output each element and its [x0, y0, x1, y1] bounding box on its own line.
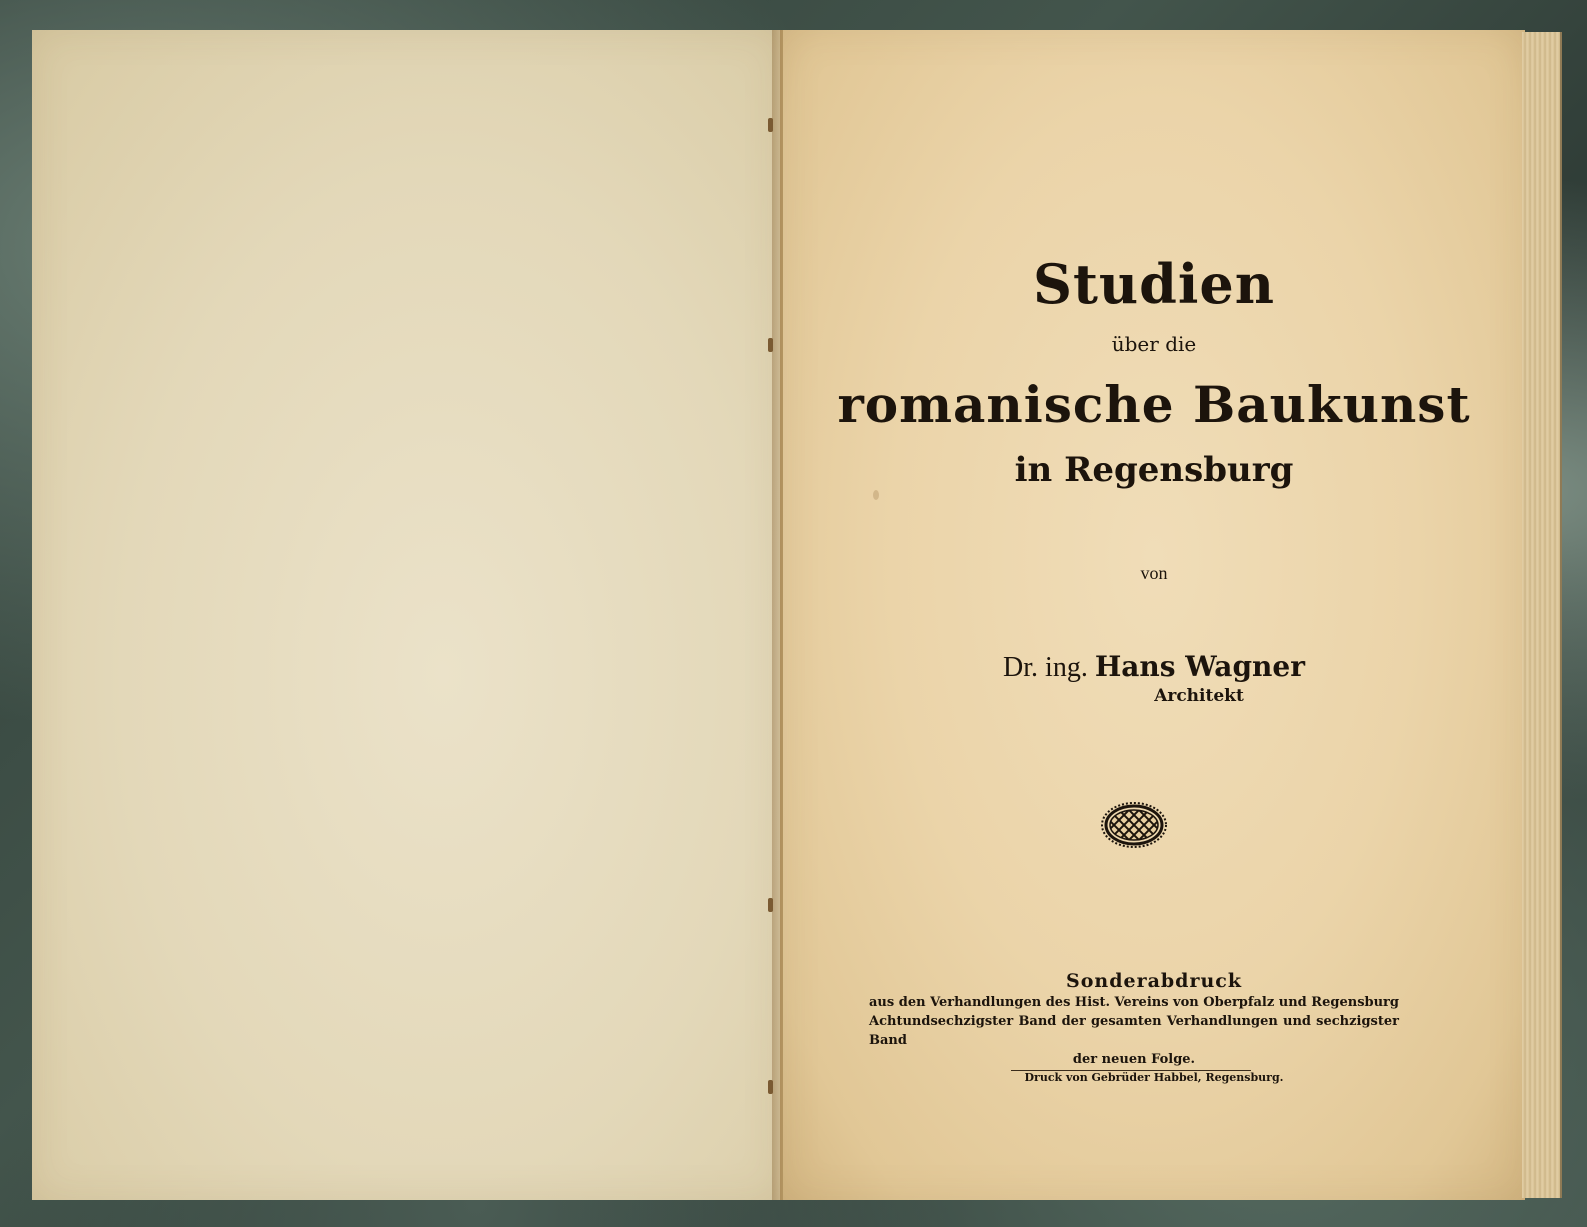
book-title: Studien: [1032, 252, 1276, 316]
printer-line: Druck von Gebrüder Habbel, Regensburg.: [1024, 1071, 1284, 1084]
imprint-line-2: Achtundsechzigster Band der gesamten Verhandlungen und sechzigster Band: [869, 1014, 1399, 1048]
binding-stitch: [768, 1080, 773, 1094]
author-role-text: Architekt: [1154, 686, 1244, 706]
author-prefix: Dr. ing.: [1003, 652, 1088, 683]
binding-stitch: [768, 118, 773, 132]
imprint-line-1: aus den Verhandlungen des Hist. Vereins von Oberpfalz und Regensburg: [869, 995, 1399, 1010]
title-connector: über die: [1111, 332, 1197, 356]
title-page: [783, 30, 1525, 1200]
author-line: [783, 650, 1525, 684]
imprint-block: [869, 993, 1399, 1069]
binding-stitch: [768, 898, 773, 912]
imprint-line-3: der neuen Folge.: [1072, 1052, 1196, 1067]
oval-lattice-ornament-icon: [1101, 802, 1167, 848]
book-subtitle: romanische Baukunst: [837, 375, 1471, 434]
left-page-blank: [32, 30, 783, 1200]
foxing-spot: [873, 490, 879, 500]
place-line: in Regensburg: [1014, 450, 1294, 490]
imprint-title: Sonderabdruck: [1065, 970, 1243, 992]
author-name: Hans Wagner: [1094, 650, 1305, 683]
page-edges: [1522, 32, 1562, 1198]
author-role: [783, 686, 1525, 706]
by-line: von: [1140, 563, 1168, 583]
binding-stitch: [768, 338, 773, 352]
